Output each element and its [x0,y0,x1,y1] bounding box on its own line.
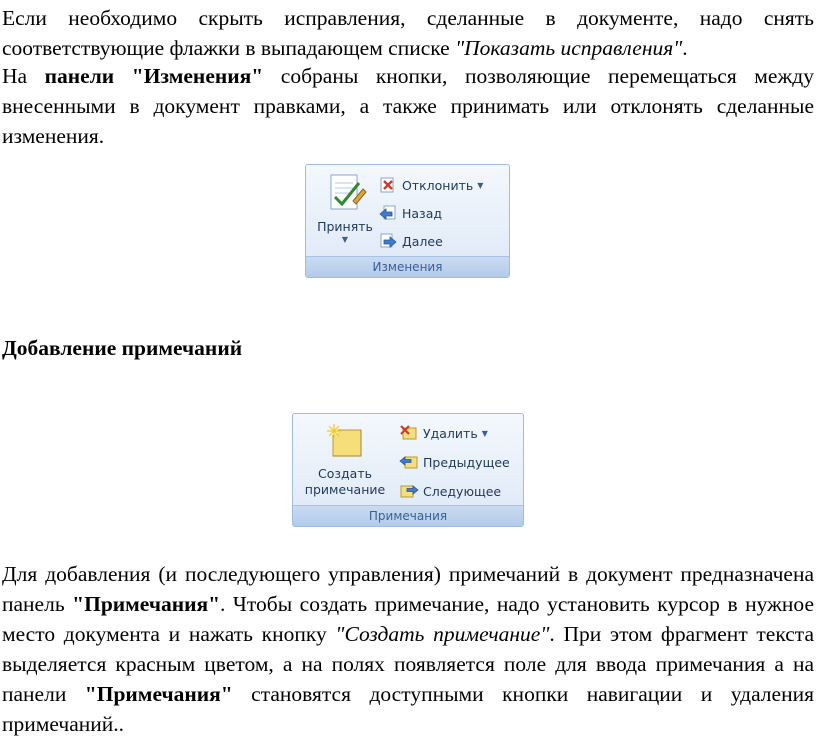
changes-ribbon-panel [305,164,510,278]
reject-label: Отклонить [402,177,474,193]
create-comment-label-line2: примечание [304,482,386,497]
intro-period: . [682,36,688,60]
reject-dropdown-icon: ▼ [477,180,484,190]
changes-panel-caption: Изменения [306,256,509,277]
delete-comment-button[interactable] [399,423,488,443]
delete-dropdown-icon: ▼ [481,428,488,438]
comments-panel-reference-1: "Примечания" [72,592,221,616]
show-revisions-reference: "Показать исправления" [455,36,683,60]
reject-icon [378,176,398,194]
next-label: Далее [402,233,443,249]
reject-button[interactable] [378,175,483,195]
new-comment-icon [323,422,367,462]
outro-text-1: Для добавления (и последующего управления) примечаний в документ предназначена панель [2,562,814,616]
intro2-start: На [2,64,45,88]
previous-comment-button[interactable] [399,452,510,472]
next-arrow-icon [378,232,398,250]
accept-dropdown-icon: ▼ [341,235,349,244]
back-label: Назад [402,205,443,221]
changes-panel-reference: панели "Изменения" [44,64,264,88]
outro-text-3: . При этом фрагмент текста выделяется красным цветом, а на полях появляется поле для ввода примечания а на панели [2,622,815,706]
comments-ribbon-panel [292,413,524,527]
next-comment-icon [399,482,419,500]
intro-text: Если необходимо скрыть исправления, сделанные в документе, надо снять соответствующие флажки в выпадающем списке [2,6,814,60]
outro-text-4: становятся доступными кнопки навигации и удаления примечаний.. [2,682,814,736]
outro-paragraph [2,559,814,739]
previous-comment-icon [399,453,419,471]
create-comment-label-line1: Создать [318,466,372,481]
outro-text-2: . Чтобы создать примечание, надо установить курсор в нужное место документа и нажать кнопку [2,592,814,646]
delete-comment-icon [399,424,419,442]
accept-button[interactable] [312,171,378,245]
next-comment-button[interactable] [399,481,501,501]
intro-paragraph-1 [2,3,814,63]
delete-comment-label: Удалить [423,425,478,441]
previous-comment-label: Предыдущее [423,454,510,470]
create-comment-button[interactable] [297,422,393,498]
comments-panel-caption: Примечания [293,505,523,526]
section-heading: Добавление примечаний [2,336,243,360]
comments-panel-reference-2: "Примечания" [84,682,233,706]
accept-label: Принять [317,219,373,234]
intro2-text: собраны кнопки, позволяющие перемещаться между внесенными в документ правками, а также принимать или отклонять сделанные изменения. [2,64,814,148]
back-arrow-icon [378,204,398,222]
next-comment-label: Следующее [423,483,502,499]
accept-icon [323,171,367,217]
intro-paragraph-2 [2,61,814,151]
create-comment-reference: "Создать примечание" [335,622,550,646]
next-button[interactable] [378,231,443,251]
back-button[interactable] [378,203,442,223]
